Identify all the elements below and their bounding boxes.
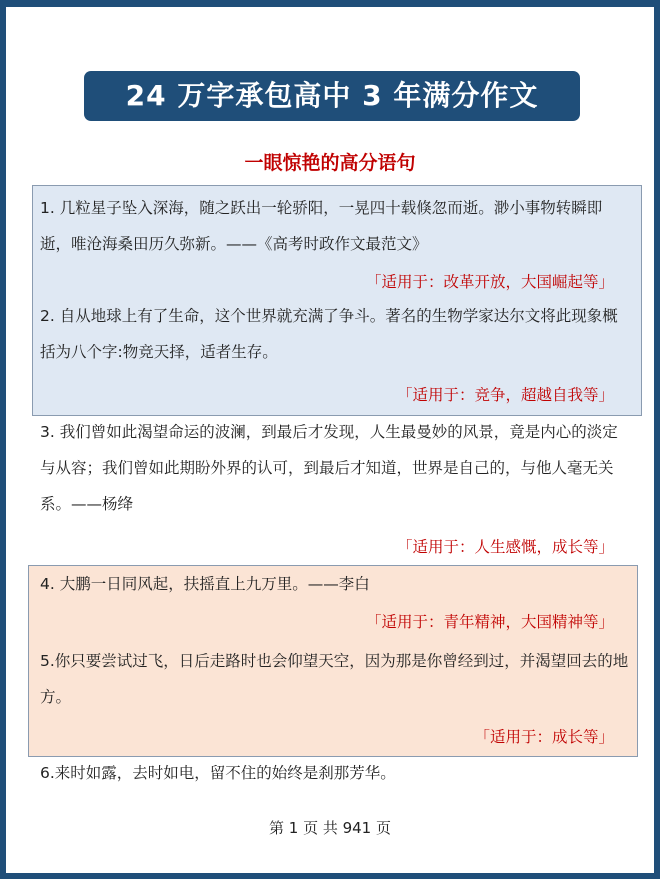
quote-2: 2. 自从地球上有了生命，这个世界就充满了争斗。著名的生物学家达尔文将此现象概括为八个字:物竞天择，适者生存。 bbox=[40, 307, 618, 361]
quote-1-tag: 「适用于：改革开放，大国崛起等」 bbox=[365, 273, 614, 291]
quote-4-tag: 「适用于：青年精神，大国精神等」 bbox=[365, 613, 614, 631]
page-number: 第 1 页 共 941 页 bbox=[268, 819, 391, 837]
quote-6: 6.来时如露，去时如电，留不住的始终是刹那芳华。 bbox=[40, 764, 396, 782]
quote-5: 5.你只要尝试过飞，日后走路时也会仰望天空，因为那是你曾经到过，并渴望回去的地方。 bbox=[40, 652, 629, 706]
quote-4: 4. 大鹏一日同风起，扶摇直上九万里。——李白 bbox=[40, 575, 370, 593]
page-title: 24 万字承包高中 3 年满分作文 bbox=[84, 71, 580, 121]
quote-5-tag: 「适用于：成长等」 bbox=[474, 728, 614, 746]
document-page bbox=[6, 7, 654, 873]
quote-1: 1. 几粒星子坠入深海，随之跃出一轮骄阳，一晃四十载倏忽而逝。渺小事物转瞬即逝，唯沧海桑田历久弥新。——《高考时政作文最范文》 bbox=[40, 199, 603, 253]
section-subtitle: 一眼惊艳的高分语句 bbox=[244, 152, 416, 174]
quote-3: 3. 我们曾如此渴望命运的波澜，到最后才发现，人生最曼妙的风景，竟是内心的淡定与从容；我们曾如此期盼外界的认可，到最后才知道，世界是自己的，与他人毫无关系。——杨绛 bbox=[40, 423, 618, 513]
quote-3-tag: 「适用于：人生感慨，成长等」 bbox=[396, 538, 614, 556]
quote-2-tag: 「适用于：竞争，超越自我等」 bbox=[396, 386, 614, 404]
